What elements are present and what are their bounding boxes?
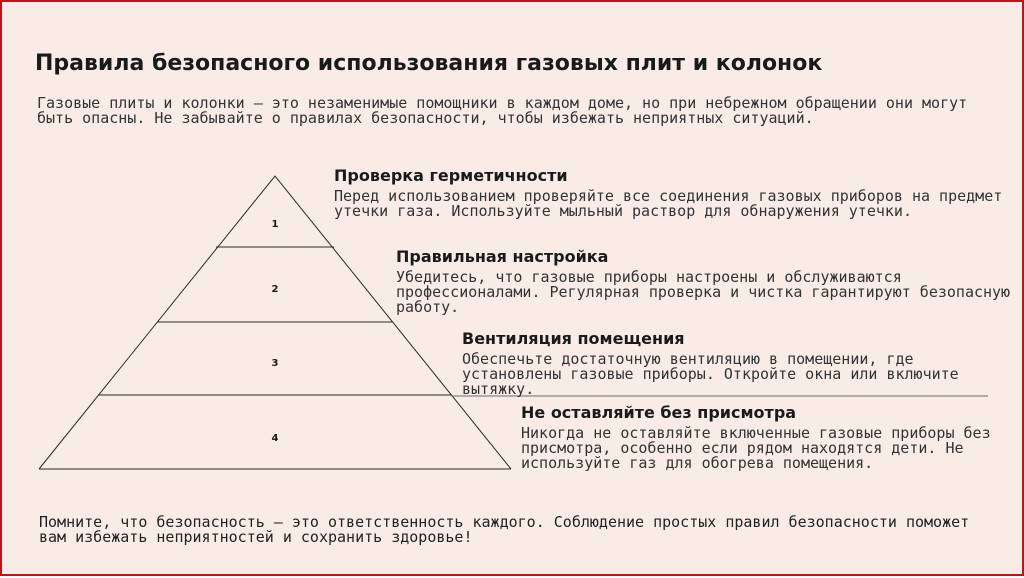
step-description: Обеспечьте достаточную вентиляцию в помещении, где установлены газовые приборы. Откройте окна или включите вытяжку. — [462, 350, 959, 398]
pyramid-level-2-number: 2 — [271, 284, 279, 295]
pyramid-level-4-number: 4 — [271, 433, 279, 444]
step-description: Перед использованием проверяйте все соединения газовых приборов на предмет утечки газа. Используйте мыльный раствор для обнаружения утечки. — [334, 187, 1003, 220]
footer-note: Помните, что безопасность – это ответственность каждого. Соблюдение простых правил безопасности поможет вам избежать неприятностей и сохранить здоровье! — [39, 513, 970, 546]
step-ventilation — [462, 328, 1012, 397]
step-title: Проверка герметичности — [334, 166, 568, 185]
step-proper-setup — [396, 246, 1016, 315]
page-title: Правила безопасного использования газовых плит и колонок — [35, 51, 823, 76]
pyramid-level-3-number: 3 — [271, 358, 279, 369]
intro-paragraph: Газовые плиты и колонки – это незаменимые помощники в каждом доме, но при небрежном обращении они могут быть опасны. Не забывайте о правилах безопасности, чтобы избежать неприятных ситуаций. — [37, 94, 968, 127]
step-leak-check — [334, 165, 1004, 219]
step-title: Вентиляция помещения — [462, 329, 685, 348]
step-title: Правильная настройка — [396, 247, 609, 266]
step-description: Никогда не оставляйте включенные газовые приборы без присмотра, особенно если рядом находятся дети. Не используйте газ для обогрева помещения. — [521, 424, 991, 472]
step-never-unattended — [521, 402, 1001, 471]
step-description: Убедитесь, что газовые приборы настроены и обслуживаются профессионалами. Регулярная проверка и чистка гарантируют безопасную работу. — [396, 268, 1011, 316]
step-title: Не оставляйте без присмотра — [521, 403, 797, 422]
pyramid-level-1-number: 1 — [271, 219, 279, 230]
